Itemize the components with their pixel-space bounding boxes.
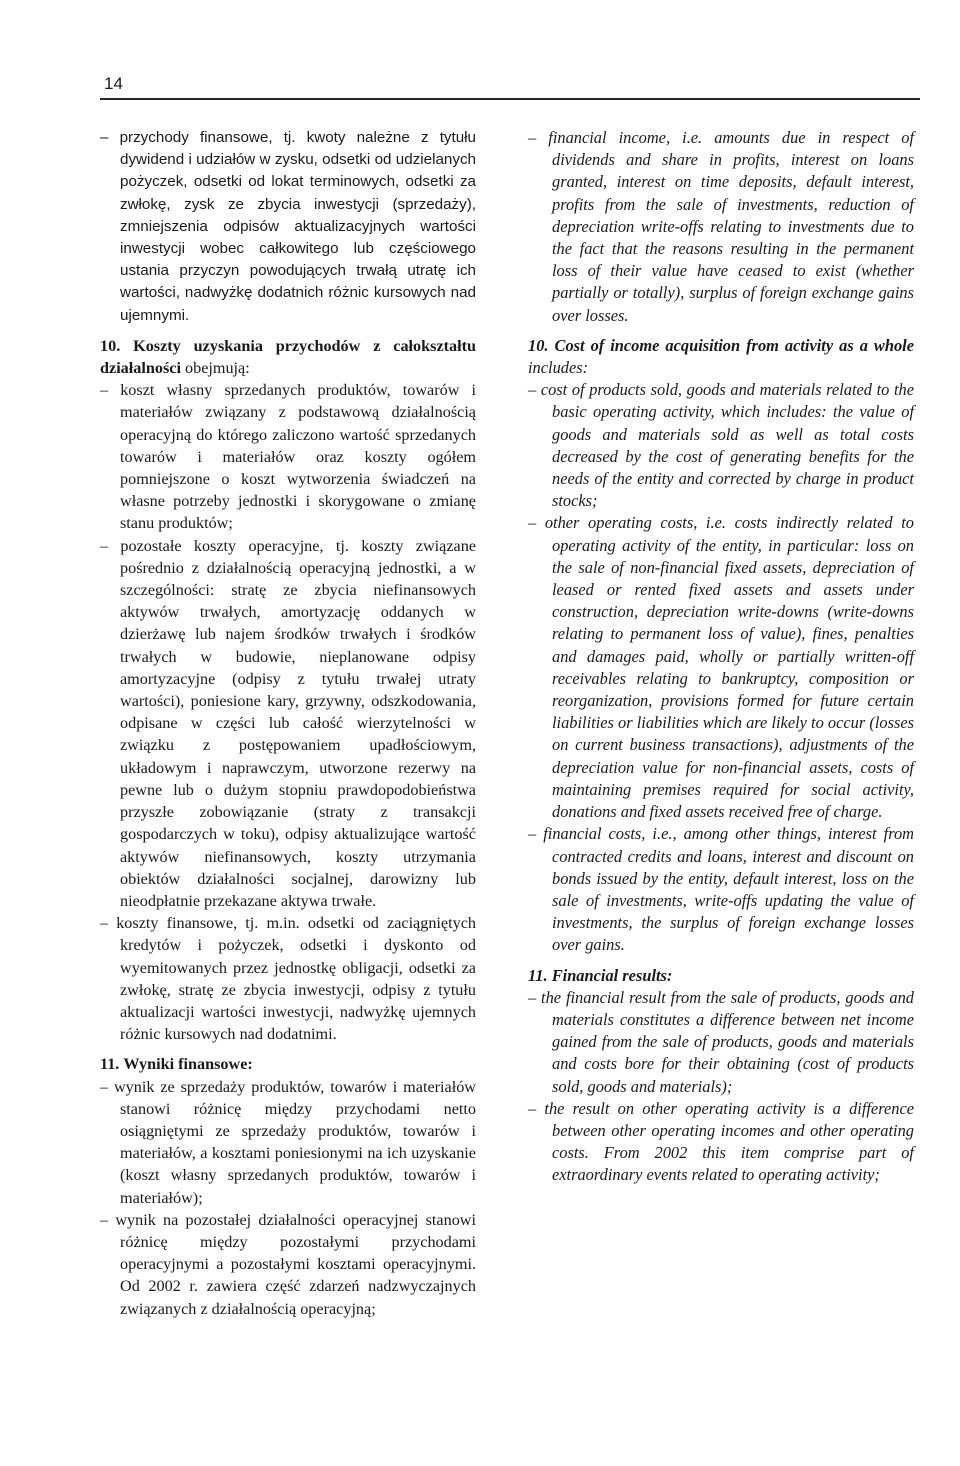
page-number: 14 <box>104 74 123 93</box>
section-10-heading <box>100 335 476 379</box>
list-item: – the result on other operating activity is a difference between other operating incomes and other operating costs. From 2002 this item comprise part of extraordinary events related to operating activity; <box>528 1098 914 1185</box>
header-rule <box>100 98 920 100</box>
list-item: – przychody finansowe, tj. kwoty należne z tytułu dywidend i udziałów w zysku, odsetki od udzielanych pożyczek, odsetki od lokat terminowych, odsetki za zwłokę, zysk ze zbycia inwestycji (sprzedaży), zmniejszenia odpisów aktualizacyjnych wartości inwestycji wobec całkowitego lub częściowego ustania przyczyn powodujących trwałą utratę ich wartości, nadwyżkę dodatnich różnic kursowych nad ujemnymi. <box>100 129 476 324</box>
section-title: Cost of income acquisition from activity as a whole <box>554 335 914 355</box>
section-10-heading <box>528 335 914 379</box>
section-number: 10. <box>528 335 549 355</box>
list-item: – the financial result from the sale of products, goods and materials constitutes a difference between net income gained from the sale of products, goods and materials and costs bore for their obtaining (cost of products sold, goods and materials); <box>528 987 914 1096</box>
list-item: – wynik na pozostałej działalności operacyjnej stanowi różnicę między pozostałymi przychodami operacyjnymi a pozostałymi kosztami operacyjnymi. Od 2002 r. zawiera część zdarzeń nadzwyczajnych związanych z działalnością operacyjną; <box>100 1210 476 1318</box>
section-title: Wyniki finansowe: <box>123 1055 253 1074</box>
english-column <box>528 127 914 1187</box>
section-11-heading <box>100 1053 476 1075</box>
section-number: 11. <box>100 1055 120 1074</box>
section-tail: obejmują: <box>180 359 250 378</box>
list-item: – financial income, i.e. amounts due in respect of dividends and share in profits, interest on loans granted, interest on time deposits, default interest, profits from the sale of investments, reduction of depreciation write-offs relating to investments due to the fact that the reasons resulting in the permanent loss of their value have ceased to exist (whether partially or totally), surplus of foreign exchange gains over losses. <box>528 128 914 325</box>
section-tail: includes: <box>528 358 589 378</box>
section-title: Financial results: <box>551 965 673 985</box>
list-item: – pozostałe koszty operacyjne, tj. koszty związane pośrednio z działalnością operacyjną jednostki, a w szczególności: stratę ze zbycia niefinansowych aktywów trwałych, amortyzację oddanych w dzierżawę lub najem środków trwałych i środków trwałych w budowie, nieplanowane odpisy amortyzacyjne (odpisy z tytułu trwałej utraty wartości), poniesione kary, grzywny, odszkodowania, odpisane w części lub całość wierzytelności w związku z postępowaniem upadłościowym, układowym i naprawczym, utworzone rezerwy na pewne lub o dużym stopniu prawdopodobieństwa przyszłe zobowiązanie (straty z transakcji gospodarczych w toku), odpisy aktualizujące wartość aktywów niefinansowych, koszty utrzymania obiektów działalności socjalnej, darowizny lub nieodpłatnie przekazane aktywa trwałe. <box>100 536 476 910</box>
list-item: – koszt własny sprzedanych produktów, towarów i materiałów związany z podstawową działalnością operacyjną do którego zaliczono wartość sprzedanych towarów i materiałów oraz koszty ogółem pomniejszone o koszt wytworzenia świadczeń na własne potrzeby jednostki i skorygowane o zmianę stanu produktów; <box>100 381 476 533</box>
section-title: Koszty uzyskania przychodów z całokształtu działalności <box>100 336 477 378</box>
polish-column <box>100 127 476 1320</box>
list-item: – wynik ze sprzedaży produktów, towarów i materiałów stanowi różnicę między przychodami netto osiągniętymi ze sprzedaży produktów, towarów i materiałów, a kosztami poniesionymi na ich uzyskanie (koszt własny sprzedanych produktów, towarów i materiałów); <box>100 1077 476 1207</box>
section-number: 10. <box>100 336 121 355</box>
list-item: – other operating costs, i.e. costs indirectly related to operating activity of the entity, in particular: loss on the sale of non-financial fixed assets, depreciation of leased or rented fixed assets and assets under construction, depreciation write-downs (write-downs relating to permanent loss of value), fines, penalties and damages paid, wholly or partially written-off receivables relating to bankruptcy, composition or reorganization, provisions formed for future certain liabilities or liabilities which are likely to occur (losses on current business transactions), adjustments of the depreciation value for non-financial assets, costs of maintaining premises required for social activity, donations and fixed assets received free of charge. <box>528 513 914 822</box>
section-11-heading <box>528 965 914 987</box>
list-item: – cost of products sold, goods and materials related to the basic operating activity, which includes: the value of goods and materials sold as well as total costs decreased by the cost of generating benefits for the needs of the entity and corrected by charge in product stocks; <box>528 380 914 511</box>
list-item: – koszty finansowe, tj. m.in. odsetki od zaciągniętych kredytów i pożyczek, odsetki i dyskonto od wyemitowanych przez jednostkę obligacji, odsetki za zwłokę, stratę ze zbycia inwestycji, odpisy z tytułu aktualizacji wartości inwestycji, nadwyżkę ujemnych różnic kursowych nad dodatnimi. <box>100 914 476 1044</box>
list-item: – financial costs, i.e., among other things, interest from contracted credits and loans, interest and discount on bonds issued by the entity, default interest, loss on the sale of investments, write-offs updating the value of investments, the surplus of foreign exchange losses over gains. <box>528 824 914 955</box>
section-number: 11. <box>528 965 548 985</box>
